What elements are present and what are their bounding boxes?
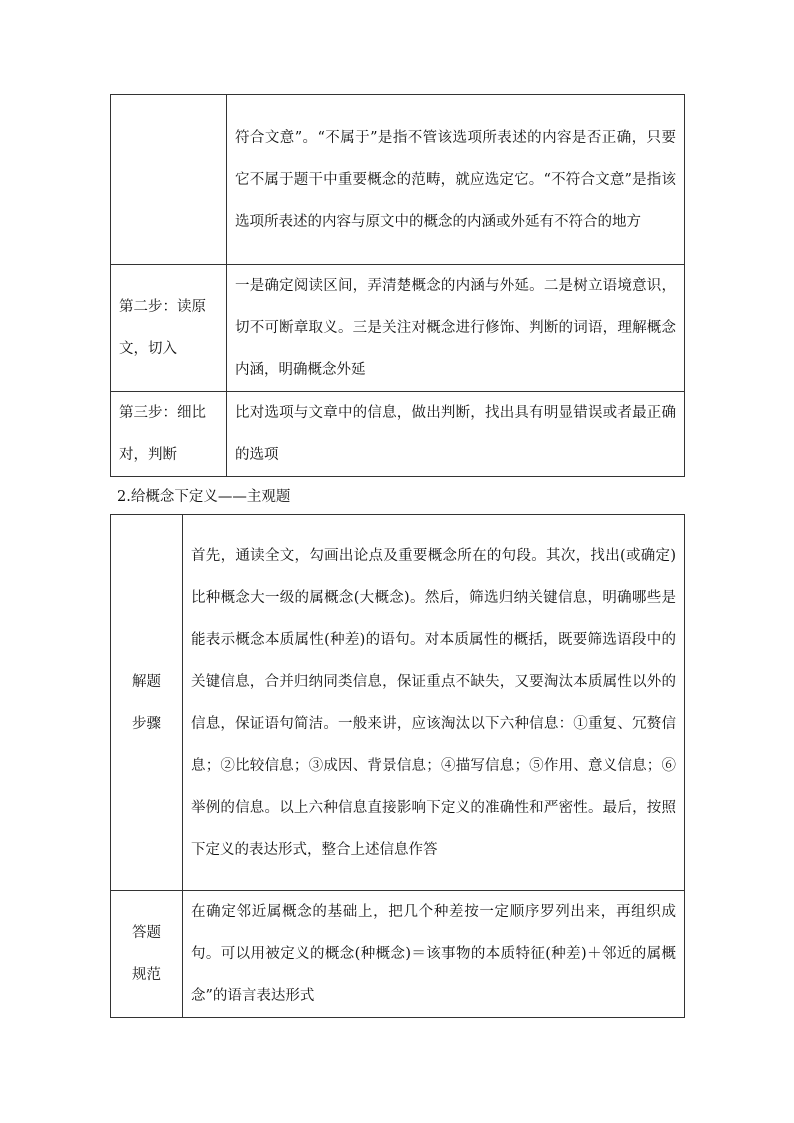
row-label bbox=[111, 912, 182, 996]
step-content-cell bbox=[227, 265, 685, 392]
row-content-cell bbox=[183, 515, 685, 891]
table-row bbox=[111, 515, 685, 891]
step-label-cell bbox=[111, 95, 227, 265]
section-heading: 2.给概念下定义——主观题 bbox=[117, 489, 291, 505]
row-label-line: 规范 bbox=[132, 967, 161, 983]
step-label-cell bbox=[111, 265, 227, 392]
row-label-cell bbox=[111, 515, 183, 891]
row-label-line: 答题 bbox=[132, 925, 161, 941]
definition-method-table bbox=[110, 514, 685, 1018]
table-row bbox=[111, 265, 685, 392]
table-row bbox=[111, 891, 685, 1018]
row-content: 首先，通读全文，勾画出论点及重要概念所在的句段。其次，找出(或确定)比种概念大一级的属概念(大概念)。然后，筛选归纳关键信息，明确哪些是能表示概念本质属性(种差)的语句。对本质属性的概括，既要筛选语段中的关键信息，合并归纳同类信息，保证重点不缺失，又要淘汰本质属性以外的信息，保证语句简洁。一般来讲，应该淘汰以下六种信息：①重复、冗赘信息；②比较信息；③成因、背景信息；④描写信息；⑤作用、意义信息；⑥举例的信息。以上六种信息直接影响下定义的准确性和严密性。最后，按照下定义的表达形式，整合上述信息作答 bbox=[191, 547, 676, 858]
step-content-cell bbox=[227, 392, 685, 477]
row-label-line: 步骤 bbox=[132, 715, 161, 732]
step-content: 符合文意”。“不属于”是指不管该选项所表述的内容是否正确，只要它不属于题干中重要概念的范畴，就应选定它。“不符合文意”是指该选项所表述的内容与原文中的概念的内涵或外延有不符合的地方 bbox=[235, 129, 676, 230]
step-content: 一是确定阅读区间，弄清楚概念的内涵与外延。二是树立语境意识，切不可断章取义。三是关注对概念进行修饰、判断的词语，理解概念内涵，明确概念外延 bbox=[235, 278, 676, 378]
step-label: 第三步：细比对，判断 bbox=[119, 405, 206, 463]
step-label: 第二步：读原文，切入 bbox=[119, 299, 206, 357]
step-label-cell bbox=[111, 392, 227, 477]
row-label-cell bbox=[111, 891, 183, 1018]
row-label-line: 解题 bbox=[132, 673, 161, 690]
step-content-cell bbox=[227, 95, 685, 265]
step-content: 比对选项与文章中的信息，做出判断，找出具有明显错误或者最正确的选项 bbox=[235, 405, 676, 463]
row-content: 在确定邻近属概念的基础上，把几个种差按一定顺序罗列出来，再组织成句。可以用被定义的概念(种概念)＝该事物的本质特征(种差)＋邻近的属概念”的语言表达形式 bbox=[191, 904, 676, 1004]
table-row bbox=[111, 95, 685, 265]
row-content-cell bbox=[183, 891, 685, 1018]
row-label bbox=[111, 661, 182, 745]
table-row bbox=[111, 392, 685, 477]
concept-judgment-steps-table bbox=[110, 94, 685, 477]
